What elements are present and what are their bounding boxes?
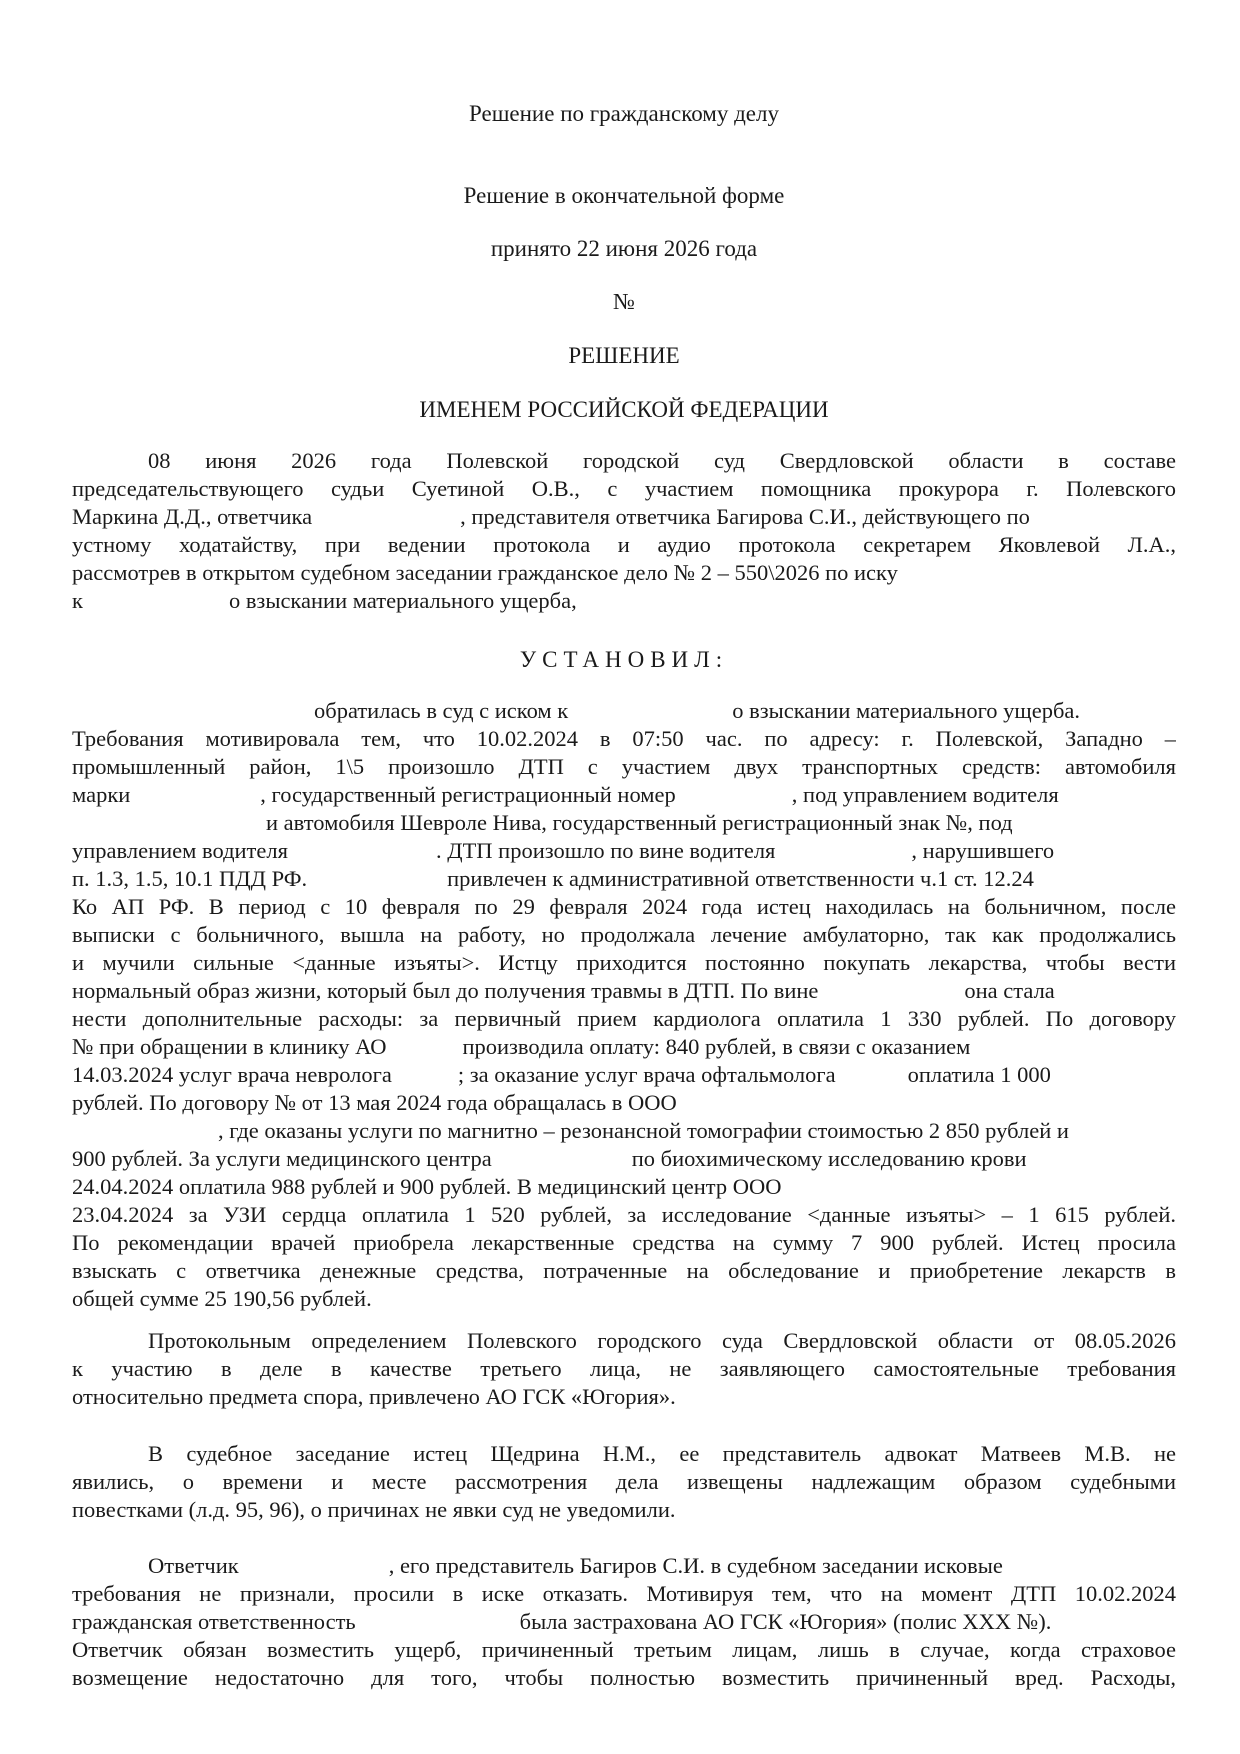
text-line: [72, 503, 1176, 531]
text-fragment: , где оказаны услуги по магнитно – резонансной томографии стоимостью 2 850 рублей и: [218, 1118, 1069, 1143]
text-line: [72, 1117, 1176, 1145]
text-line: возмещение недостаточно для того, чтобы полностью возместить причиненный вред. Расходы,: [72, 1665, 1176, 1690]
text-fragment: и автомобиля Шевроле Нива, государственный регистрационный знак №, под: [266, 810, 1013, 835]
claim-paragraph: [72, 697, 1176, 1313]
text-line: промышленный район, 1\5 произошло ДТП с участием двух транспортных средств: автомобиля: [72, 754, 1176, 779]
text-fragment: привлечен к административной ответственности ч.1 ст. 12.24: [447, 866, 1034, 891]
text-fragment: нормальный образ жизни, который был до получения травмы в ДТП. По вине: [72, 978, 819, 1003]
text-line: 23.04.2024 за УЗИ сердца оплатила 1 520 рублей, за исследование <данные изъяты> – 1 615 рублей.: [72, 1202, 1176, 1227]
text-line: относительно предмета спора, привлечено АО ГСК «Югория».: [72, 1384, 676, 1409]
text-fragment: управлением водителя: [72, 838, 288, 863]
text-fragment: ; за оказание услуг врача офтальмолога: [457, 1062, 836, 1087]
text-line: нести дополнительные расходы: за первичный прием кардиолога оплатила 1 330 рублей. По договору: [72, 1006, 1176, 1031]
text-line: устному ходатайству, при ведении протокола и аудио протокола секретарем Яковлевой Л.А.,: [72, 532, 1176, 557]
text-line: выписки с больничного, вышла на работу, но продолжала лечение амбулаторно, так как продолжались: [72, 922, 1176, 947]
text-line: и мучили сильные <данные изъяты>. Истцу приходится постоянно покупать лекарства, чтобы вести: [72, 950, 1176, 975]
text-fragment: , его представитель Багиров С.И. в судебном заседании исковые: [388, 1553, 1003, 1578]
text-line: [72, 837, 1176, 865]
intro-paragraph: [72, 447, 1176, 615]
text-line: [72, 1145, 1176, 1173]
decision-subtitle: ИМЕНЕМ РОССИЙСКОЙ ФЕДЕРАЦИИ: [419, 397, 829, 422]
text-fragment: № при обращении в клинику АО: [72, 1034, 387, 1059]
text-fragment: 900 рублей. За услуги медицинского центра: [72, 1146, 492, 1171]
final-form-note: Решение в окончательной форме: [463, 183, 785, 208]
text-fragment: производила оплату: 840 рублей, в связи с оказанием: [462, 1034, 971, 1059]
text-fragment: , государственный регистрационный номер: [260, 782, 676, 807]
text-line: повестками (л.д. 95, 96), о причинах не явки суд не уведомили.: [72, 1497, 676, 1522]
text-line: взыскать с ответчика денежные средства, потраченные на обследование и приобретение лекарств в: [72, 1258, 1176, 1283]
text-fragment: о взыскании материального ущерба,: [228, 588, 577, 613]
text-line: [72, 1608, 1176, 1636]
text-line: общей сумме 25 190,56 рублей.: [72, 1286, 372, 1311]
text-fragment: п. 1.3, 1.5, 10.1 ПДД РФ.: [72, 866, 308, 891]
absence-paragraph: [72, 1440, 1176, 1524]
text-fragment: , под управлением водителя: [791, 782, 1059, 807]
text-line: [72, 1552, 1176, 1580]
text-line: Ответчик обязан возместить ущерб, причиненный третьим лицам, лишь в случае, когда страховое: [72, 1637, 1176, 1662]
text-fragment: обратилась в суд с иском к: [314, 698, 569, 723]
text-fragment: , представителя ответчика Багирова С.И., действующего по: [460, 504, 1030, 529]
defendant-paragraph: [72, 1552, 1176, 1692]
text-fragment: марки: [72, 782, 131, 807]
text-line: явились, о времени и месте рассмотрения дела извещены надлежащим образом судебными: [72, 1469, 1176, 1494]
text-fragment: была застрахована АО ГСК «Югория» (полис ХХХ №).: [519, 1609, 1052, 1634]
text-line: к участию в деле в качестве третьего лица, не заявляющего самостоятельные требования: [72, 1356, 1176, 1381]
text-line: [72, 697, 1176, 725]
third-party-paragraph: [72, 1327, 1176, 1411]
text-fragment: Ответчик: [148, 1553, 239, 1578]
accepted-date: принято 22 июня 2026 года: [490, 236, 758, 261]
text-line: Протокольным определением Полевского городского суда Свердловской области от 08.05.2026: [148, 1328, 1176, 1353]
text-line: Ко АП РФ. В период с 10 февраля по 29 февраля 2024 года истец находилась на больничном, после: [72, 894, 1176, 919]
text-line: рассмотрев в открытом судебном заседании гражданское дело № 2 – 550\2026 по иску: [72, 560, 898, 585]
text-line: 08 июня 2026 года Полевской городской суд Свердловской области в составе: [148, 448, 1176, 473]
text-line: требования не признали, просили в иске отказать. Мотивируя тем, что на момент ДТП 10.02.2024: [72, 1581, 1176, 1606]
text-fragment: 14.03.2024 услуг врача невролога: [72, 1062, 392, 1087]
case-number: №: [613, 289, 635, 314]
text-line: председательствующего судьи Суетиной О.В., с участием помощника прокурора г. Полевского: [72, 476, 1176, 501]
text-fragment: , нарушившего: [911, 838, 1055, 863]
text-fragment: к: [72, 588, 83, 613]
established-heading: УСТАНОВИЛ:: [519, 647, 729, 672]
text-line: рублей. По договору № от 13 мая 2024 года обращалась в ООО: [72, 1090, 677, 1115]
text-fragment: оплатила 1 000: [907, 1062, 1051, 1087]
text-line: В судебное заседание истец Щедрина Н.М., ее представитель адвокат Матвеев М.В. не: [148, 1441, 1176, 1466]
text-line: По рекомендации врачей приобрела лекарственные средства на сумму 7 900 рублей. Истец просила: [72, 1230, 1176, 1255]
text-fragment: гражданская ответственность: [72, 1609, 356, 1634]
text-fragment: она стала: [964, 978, 1055, 1003]
text-line: [72, 977, 1176, 1005]
text-line: [72, 865, 1176, 893]
text-line: [72, 781, 1176, 809]
text-line: [72, 1033, 1176, 1061]
doc-type: Решение по гражданскому делу: [469, 101, 779, 126]
text-line: [72, 809, 1176, 837]
text-fragment: . ДТП произошло по вине водителя: [435, 838, 776, 863]
text-fragment: о взыскании материального ущерба.: [732, 698, 1080, 723]
text-line: 24.04.2024 оплатила 988 рублей и 900 рублей. В медицинский центр ООО: [72, 1174, 782, 1199]
text-line: Требования мотивировала тем, что 10.02.2024 в 07:50 час. по адресу: г. Полевской, Западно –: [72, 726, 1176, 751]
text-fragment: Маркина Д.Д., ответчика: [72, 504, 313, 529]
text-fragment: по биохимическому исследованию крови: [631, 1146, 1027, 1171]
text-line: [72, 587, 1176, 615]
text-line: [72, 1061, 1176, 1089]
decision-title: РЕШЕНИЕ: [568, 343, 680, 368]
